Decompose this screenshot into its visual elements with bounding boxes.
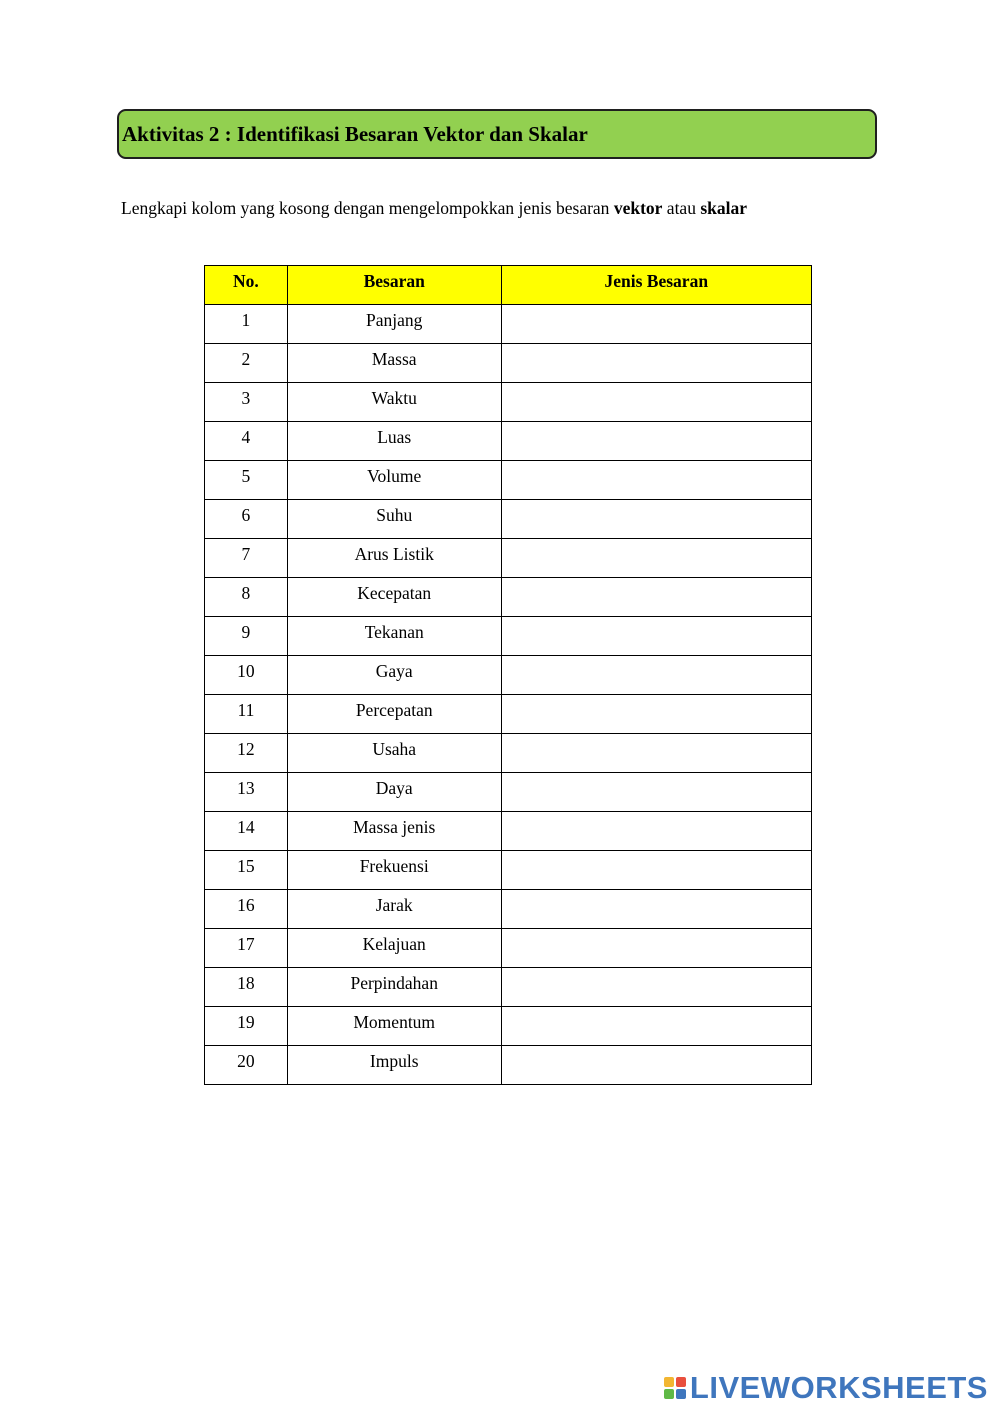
header-jenis-besaran: Jenis Besaran — [501, 266, 811, 305]
row-besaran: Waktu — [287, 383, 501, 422]
row-number: 1 — [205, 305, 288, 344]
row-besaran: Gaya — [287, 656, 501, 695]
row-besaran: Percepatan — [287, 695, 501, 734]
table-row — [205, 851, 812, 890]
row-besaran: Panjang — [287, 305, 501, 344]
row-jenis-besaran-answer[interactable] — [501, 695, 811, 734]
row-jenis-besaran-answer[interactable] — [501, 968, 811, 1007]
liveworksheets-logo-icon — [664, 1377, 686, 1399]
instruction-text — [121, 198, 747, 219]
row-jenis-besaran-answer[interactable] — [501, 734, 811, 773]
row-besaran: Kecepatan — [287, 578, 501, 617]
table-row — [205, 539, 812, 578]
row-jenis-besaran-answer[interactable] — [501, 1007, 811, 1046]
activity-title-box — [117, 109, 877, 159]
activity-title: Aktivitas 2 : Identifikasi Besaran Vektor dan Skalar — [122, 121, 588, 146]
table-header-row — [205, 266, 812, 305]
row-number: 15 — [205, 851, 288, 890]
table-row — [205, 578, 812, 617]
row-number: 3 — [205, 383, 288, 422]
row-besaran: Kelajuan — [287, 929, 501, 968]
row-jenis-besaran-answer[interactable] — [501, 773, 811, 812]
row-besaran: Usaha — [287, 734, 501, 773]
row-jenis-besaran-answer[interactable] — [501, 656, 811, 695]
table-row — [205, 890, 812, 929]
row-besaran: Massa — [287, 344, 501, 383]
row-number: 19 — [205, 1007, 288, 1046]
table-row — [205, 383, 812, 422]
row-number: 20 — [205, 1046, 288, 1085]
table-row — [205, 1007, 812, 1046]
row-besaran: Volume — [287, 461, 501, 500]
row-jenis-besaran-answer[interactable] — [501, 1046, 811, 1085]
table-row — [205, 695, 812, 734]
row-number: 5 — [205, 461, 288, 500]
row-jenis-besaran-answer[interactable] — [501, 344, 811, 383]
table-row — [205, 617, 812, 656]
row-jenis-besaran-answer[interactable] — [501, 851, 811, 890]
row-number: 9 — [205, 617, 288, 656]
brand-name: LIVEWORKSHEETS — [689, 1370, 988, 1405]
row-number: 11 — [205, 695, 288, 734]
row-number: 12 — [205, 734, 288, 773]
row-number: 13 — [205, 773, 288, 812]
table-row — [205, 656, 812, 695]
row-jenis-besaran-answer[interactable] — [501, 617, 811, 656]
row-jenis-besaran-answer[interactable] — [501, 500, 811, 539]
row-jenis-besaran-answer[interactable] — [501, 890, 811, 929]
table-row — [205, 968, 812, 1007]
row-besaran: Massa jenis — [287, 812, 501, 851]
row-besaran: Perpindahan — [287, 968, 501, 1007]
row-jenis-besaran-answer[interactable] — [501, 539, 811, 578]
row-jenis-besaran-answer[interactable] — [501, 461, 811, 500]
header-no: No. — [205, 266, 288, 305]
table-row — [205, 812, 812, 851]
row-besaran: Momentum — [287, 1007, 501, 1046]
row-number: 7 — [205, 539, 288, 578]
header-besaran: Besaran — [287, 266, 501, 305]
table-row — [205, 1046, 812, 1085]
row-number: 4 — [205, 422, 288, 461]
row-number: 14 — [205, 812, 288, 851]
row-besaran: Tekanan — [287, 617, 501, 656]
row-jenis-besaran-answer[interactable] — [501, 812, 811, 851]
row-jenis-besaran-answer[interactable] — [501, 929, 811, 968]
row-number: 2 — [205, 344, 288, 383]
table-row — [205, 461, 812, 500]
row-besaran: Luas — [287, 422, 501, 461]
besaran-table — [204, 265, 812, 1085]
row-number: 10 — [205, 656, 288, 695]
row-number: 8 — [205, 578, 288, 617]
table-row — [205, 305, 812, 344]
row-besaran: Impuls — [287, 1046, 501, 1085]
row-number: 18 — [205, 968, 288, 1007]
row-number: 6 — [205, 500, 288, 539]
row-besaran: Arus Listik — [287, 539, 501, 578]
table-row — [205, 773, 812, 812]
row-number: 16 — [205, 890, 288, 929]
instruction-bold-vektor: vektor — [613, 198, 663, 218]
row-jenis-besaran-answer[interactable] — [501, 305, 811, 344]
row-jenis-besaran-answer[interactable] — [501, 422, 811, 461]
row-besaran: Jarak — [287, 890, 501, 929]
row-besaran: Suhu — [287, 500, 501, 539]
row-number: 17 — [205, 929, 288, 968]
row-besaran: Daya — [287, 773, 501, 812]
row-jenis-besaran-answer[interactable] — [501, 578, 811, 617]
liveworksheets-brand — [664, 1370, 988, 1406]
table-row — [205, 500, 812, 539]
row-jenis-besaran-answer[interactable] — [501, 383, 811, 422]
instruction-bold-skalar: skalar — [700, 198, 748, 218]
instruction-middle: atau — [662, 198, 701, 218]
table-row — [205, 734, 812, 773]
row-besaran: Frekuensi — [287, 851, 501, 890]
instruction-prefix: Lengkapi kolom yang kosong dengan mengelompokkan jenis besaran — [121, 198, 614, 218]
table-row — [205, 422, 812, 461]
table-row — [205, 344, 812, 383]
table-row — [205, 929, 812, 968]
